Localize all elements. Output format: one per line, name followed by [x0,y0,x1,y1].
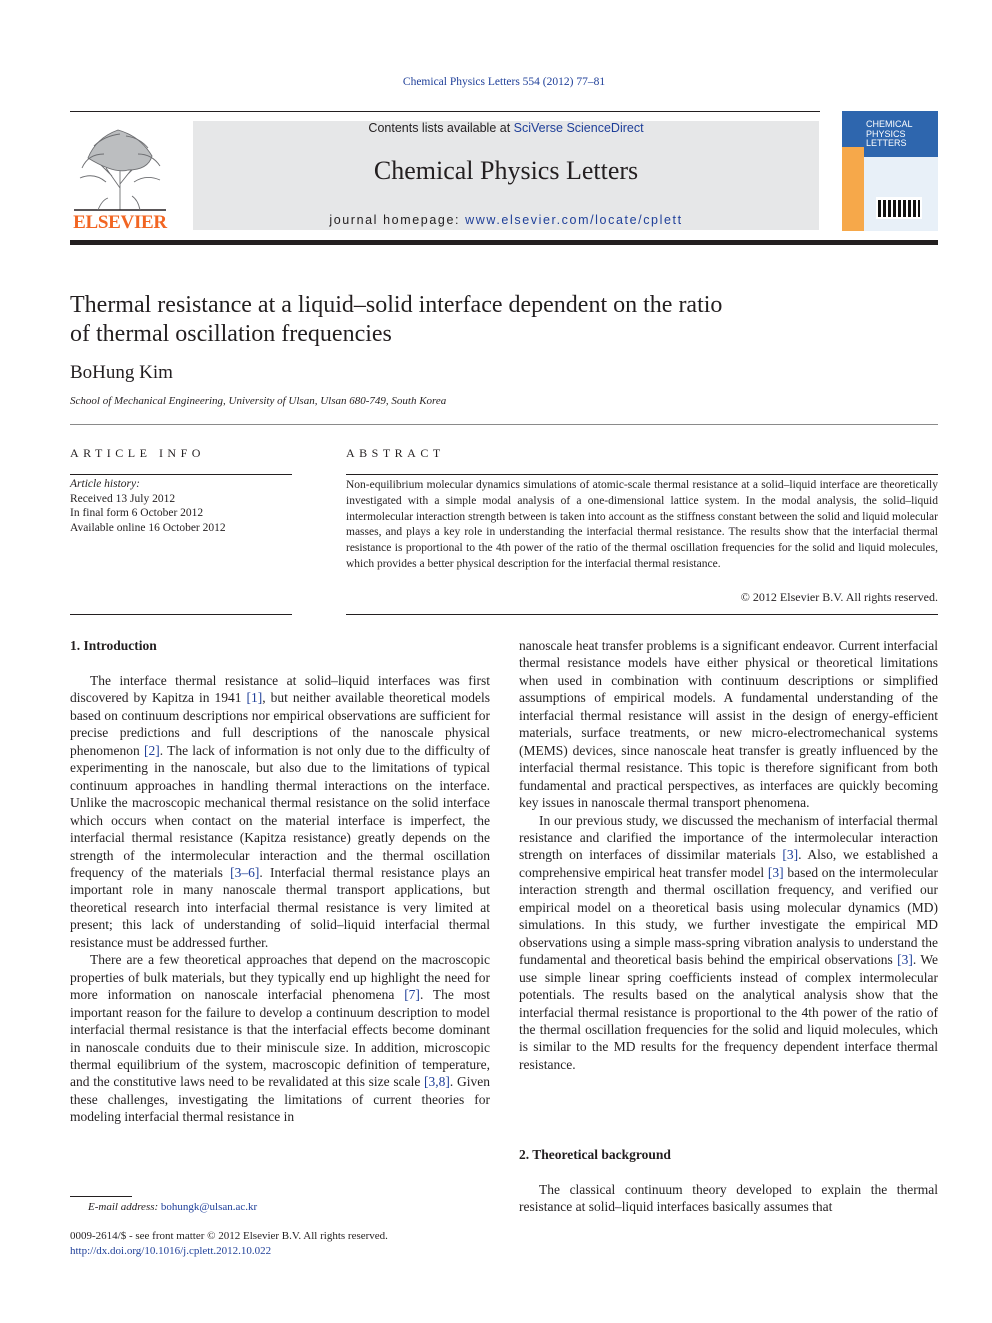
cover-title-line: CHEMICAL [866,119,913,129]
abstract-rule [346,614,938,615]
text-run: There are a few theoretical approaches that depend on the macroscopic properties of bulk materials, but they typically end up highlight the need for more information on nanoscale interfacial phenomena [70,952,490,1003]
article-info-rule [70,474,292,475]
paragraph: The classical continuum theory developed to explain the thermal resistance at solid–liquid interfaces basically assumes that [519,1182,938,1215]
cover-title-line: LETTERS [866,138,907,148]
text-run: based on the intermolecular interaction strength and thermal oscillation frequency, and verified our empirical model on a theoretical basis using molecular dynamics (MD) simulations. In this study, we further investigate the empirical MD observations using a simple mass-spring vibration analysis to understand the fundamental and theoretical basis behind the empirical observations [519,864,938,968]
footnote-email [88,1201,257,1213]
email-link[interactable]: bohungk@ulsan.ac.kr [160,1201,258,1213]
homepage-prefix: journal homepage: [329,213,466,227]
contents-prefix: Contents lists available at [368,121,514,135]
body-column-left [70,672,490,1126]
history-revised: In final form 6 October 2012 [70,507,204,520]
article-title-line: Thermal resistance at a liquid–solid interface dependent on the ratio [70,292,723,318]
cover-orange-strip [842,147,864,231]
text-run: . The lack of information is not only due to the difficulty of experimenting in the nanoscale, but also due to the limitations of typical continuum approaches in handling thermal interactions on the interface. Unlike the macroscopic mechanical thermal resistance on the solid interface which occurs when contact on the material interface is imperfect, the interfacial thermal resistance (Kapitza resistance) greatly depends on the strength of the intermolecular interaction and the thermal oscillation frequency of the materials [70,742,490,880]
doi-link[interactable] [70,1245,271,1257]
cover-graphic [876,197,922,219]
footnote-rule [70,1196,132,1197]
article-title [70,291,850,349]
journal-citation[interactable]: Chemical Physics Letters 554 (2012) 77–81 [402,76,606,88]
masthead-rule [70,240,938,245]
reference-link[interactable]: [3] [782,847,799,863]
paragraph: nanoscale heat transfer problems is a significant endeavor. Current interfacial thermal resistance models have either physical or theoretical limitations when used in combination with continuum descriptions or simplified assumptions of empirical models. A fundamental understanding of the interfacial thermal resistance will assist in the design of energy-efficient materials, surface treatments, or new micro-electromechanical systems (MEMS) devices, since nanoscale heat transfer is greatly influenced by the interfacial thermal resistance. This topic is therefore significant from both fundamental and practical perspectives, as interfaces are quickly becoming key issues in nanoscale thermal transport phenomena. [519,638,938,811]
section-heading-introduction: 1. Introduction [70,638,157,653]
reference-link[interactable]: [3,8] [424,1074,450,1090]
reference-link[interactable]: [3] [897,952,913,968]
reference-link[interactable]: [3–6] [230,864,260,880]
doi-url[interactable]: http://dx.doi.org/10.1016/j.cplett.2012.10.022 [70,1245,272,1257]
history-label: Article history: [70,478,140,490]
text-run: , but neither available theoretical models based on continuum descriptions nor empirical observations are sufficient for precise predictions and full descriptions of the nanoscale physical phenomenon [70,690,490,758]
reference-link[interactable]: [2] [143,742,160,758]
text-run: In our previous study, we discussed the mechanism of interfacial thermal resistance and clarified the importance of the intermolecular interaction strength on interfaces of dissimilar materials [519,812,938,863]
paragraph [70,951,490,1126]
article-info-rule [70,614,292,615]
reference-link[interactable]: [1] [246,690,263,706]
cover-title [866,120,913,149]
paragraph [519,812,938,1074]
issn-line: 0009-2614/$ - see front matter © 2012 Elsevier B.V. All rights reserved. [70,1230,388,1242]
article-title-line: of thermal oscillation frequencies [70,321,392,347]
elsevier-wordmark: ELSEVIER [73,212,167,233]
abstract-heading: ABSTRACT [346,446,445,460]
history-online: Available online 16 October 2012 [70,521,226,534]
text-run: The interface thermal resistance at solid–liquid interfaces was first discovered by Kapitza in 1941 [70,673,490,706]
reference-link[interactable]: [7] [404,987,420,1003]
reference-link[interactable]: [3] [767,864,784,880]
abstract-rule [346,474,938,475]
text-run: . Given these challenges, investigating the limitations of current theories for modeling interfacial thermal resistance in [70,1074,490,1125]
homepage-link[interactable]: www.elsevier.com/locate/cplett [465,213,683,227]
body-column-right-lower [519,1181,938,1216]
email-label: E-mail address: [88,1201,161,1213]
abstract-copyright: © 2012 Elsevier B.V. All rights reserved. [740,590,938,604]
article-info-heading: ARTICLE INFO [70,446,205,460]
text-run: . We use simple linear spring coefficients instead of complex intermolecular potentials. The results based on the analytical analysis show that the interfacial thermal resistance is proportional to the 4th power of the ratio of the thermal oscillation frequencies for the solid and liquid molecules, which is similar to the MD results for the frequency dependent interface thermal resistance. [519,952,938,1072]
body-column-right [519,637,938,1073]
header-rule [70,111,820,112]
contents-availability [193,121,819,135]
journal-homepage [193,213,819,227]
text-run: . Interfacial thermal resistance plays an important role in many nanoscale thermal transport applications, but theoretical research into interfacial thermal resistance is very limited at present; this lack of understanding of solid–liquid interfacial thermal resistance must be addressed further. [70,864,490,950]
sciencedirect-link[interactable]: SciVerse ScienceDirect [513,121,644,135]
abstract-text: Non-equilibrium molecular dynamics simulations of atomic-scale thermal resistance at a solid–liquid interface are theoretically investigated with a simple modal analysis of a one-dimensional lattice system. In the modal analysis, the solid–liquid intermolecular interaction strength between is taken into account as the stiffness constant between the solid and liquid molecular masses, and plays a key role in understanding the interfacial thermal resistance. The results show that the interfacial thermal resistance is proportional to the 4th power of the ratio of the thermal oscillation frequencies for the solid and liquid molecules, which provides a better physical description for the interfacial thermal resistance. [346,479,938,570]
text-run: . Also, we established a comprehensive empirical heat transfer model [519,847,938,880]
text-run: . The most important reason for the failure to develop a continuum description to model interfacial thermal resistance is that the interfacial effects become dominant in nanoscale conduits due to their miniscule size. In addition, microscopic thermal equilibrium of the system, macroscopic definition of temperature, and the constitutive laws need to be revalidated at this size scale [70,987,490,1090]
section-heading-theoretical-background: 2. Theoretical background [519,1147,671,1162]
history-received: Received 13 July 2012 [70,492,176,505]
article-history [70,477,226,535]
paragraph [70,672,490,951]
journal-cover-thumbnail[interactable] [842,111,938,231]
cover-title-line: PHYSICS [866,128,906,139]
section-rule [70,424,938,425]
journal-name: Chemical Physics Letters [373,156,639,185]
author-affiliation: School of Mechanical Engineering, University of Ulsan, Ulsan 680-749, South Korea [70,395,447,407]
author-name[interactable]: BoHung Kim [70,362,173,383]
